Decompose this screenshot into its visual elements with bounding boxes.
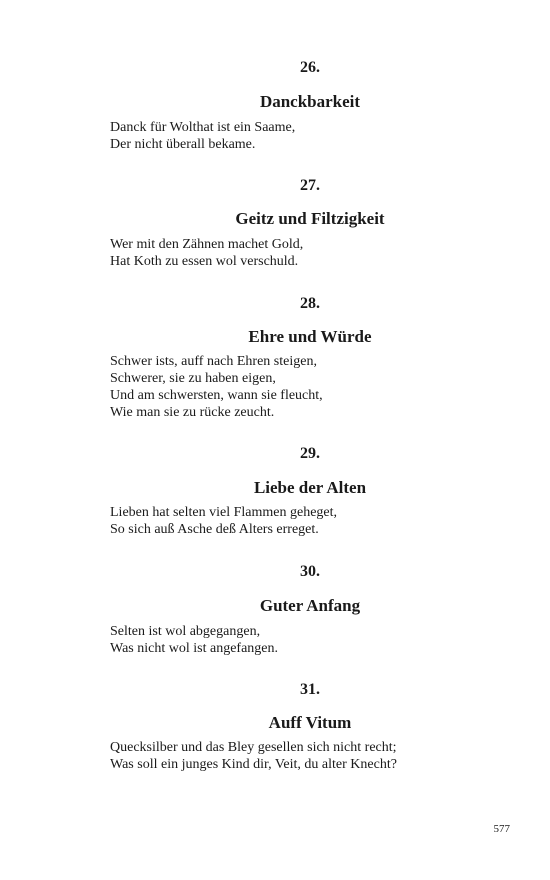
poem-number: 28.	[300, 295, 320, 312]
poem-line: Der nicht überall bekame.	[110, 137, 256, 152]
poem-number: 26.	[300, 59, 320, 76]
poem-lines	[110, 236, 510, 270]
poem-title: Auff Vitum	[268, 713, 352, 732]
poem-line: Schwer ists, auff nach Ehren steigen,	[110, 354, 317, 369]
poem-line: Schwerer, sie zu haben eigen,	[110, 371, 276, 386]
poem-number: 31.	[300, 681, 320, 698]
poem-line: Lieben hat selten viel Flammen geheget,	[110, 505, 338, 520]
poem-title: Guter Anfang	[259, 596, 361, 615]
poem-lines	[110, 119, 510, 153]
poem-lines	[110, 623, 510, 657]
poem-line: Danck für Wolthat ist ein Saame,	[110, 120, 296, 135]
poem-number: 29.	[300, 445, 320, 462]
poem-lines	[110, 504, 510, 538]
poem-line: Quecksilber und das Bley gesellen sich nicht recht;	[110, 740, 397, 755]
poem-line: Was nicht wol ist angefangen.	[110, 641, 278, 656]
poem-line: Was soll ein junges Kind dir, Veit, du alter Knecht?	[110, 757, 397, 772]
poem-line: Hat Koth zu essen wol verschuld.	[110, 254, 299, 269]
page-number: 577	[493, 823, 510, 835]
poem-line: So sich auß Asche deß Alters erreget.	[110, 522, 319, 537]
poem-lines	[110, 739, 510, 773]
poem-number: 30.	[300, 563, 320, 580]
poem-title: Liebe der Alten	[253, 478, 367, 497]
poem-line: Selten ist wol abgegangen,	[110, 624, 261, 639]
poem-lines	[110, 353, 510, 421]
poem-title: Ehre und Würde	[248, 327, 372, 346]
poem-line: Wer mit den Zähnen machet Gold,	[110, 237, 304, 252]
poem-line: Und am schwersten, wann sie fleucht,	[110, 388, 323, 403]
poem-line: Wie man sie zu rücke zeucht.	[110, 405, 275, 420]
poem-number: 27.	[300, 177, 320, 194]
poem-title: Danckbarkeit	[259, 92, 361, 111]
poem-title: Geitz und Filtzigkeit	[235, 209, 385, 228]
